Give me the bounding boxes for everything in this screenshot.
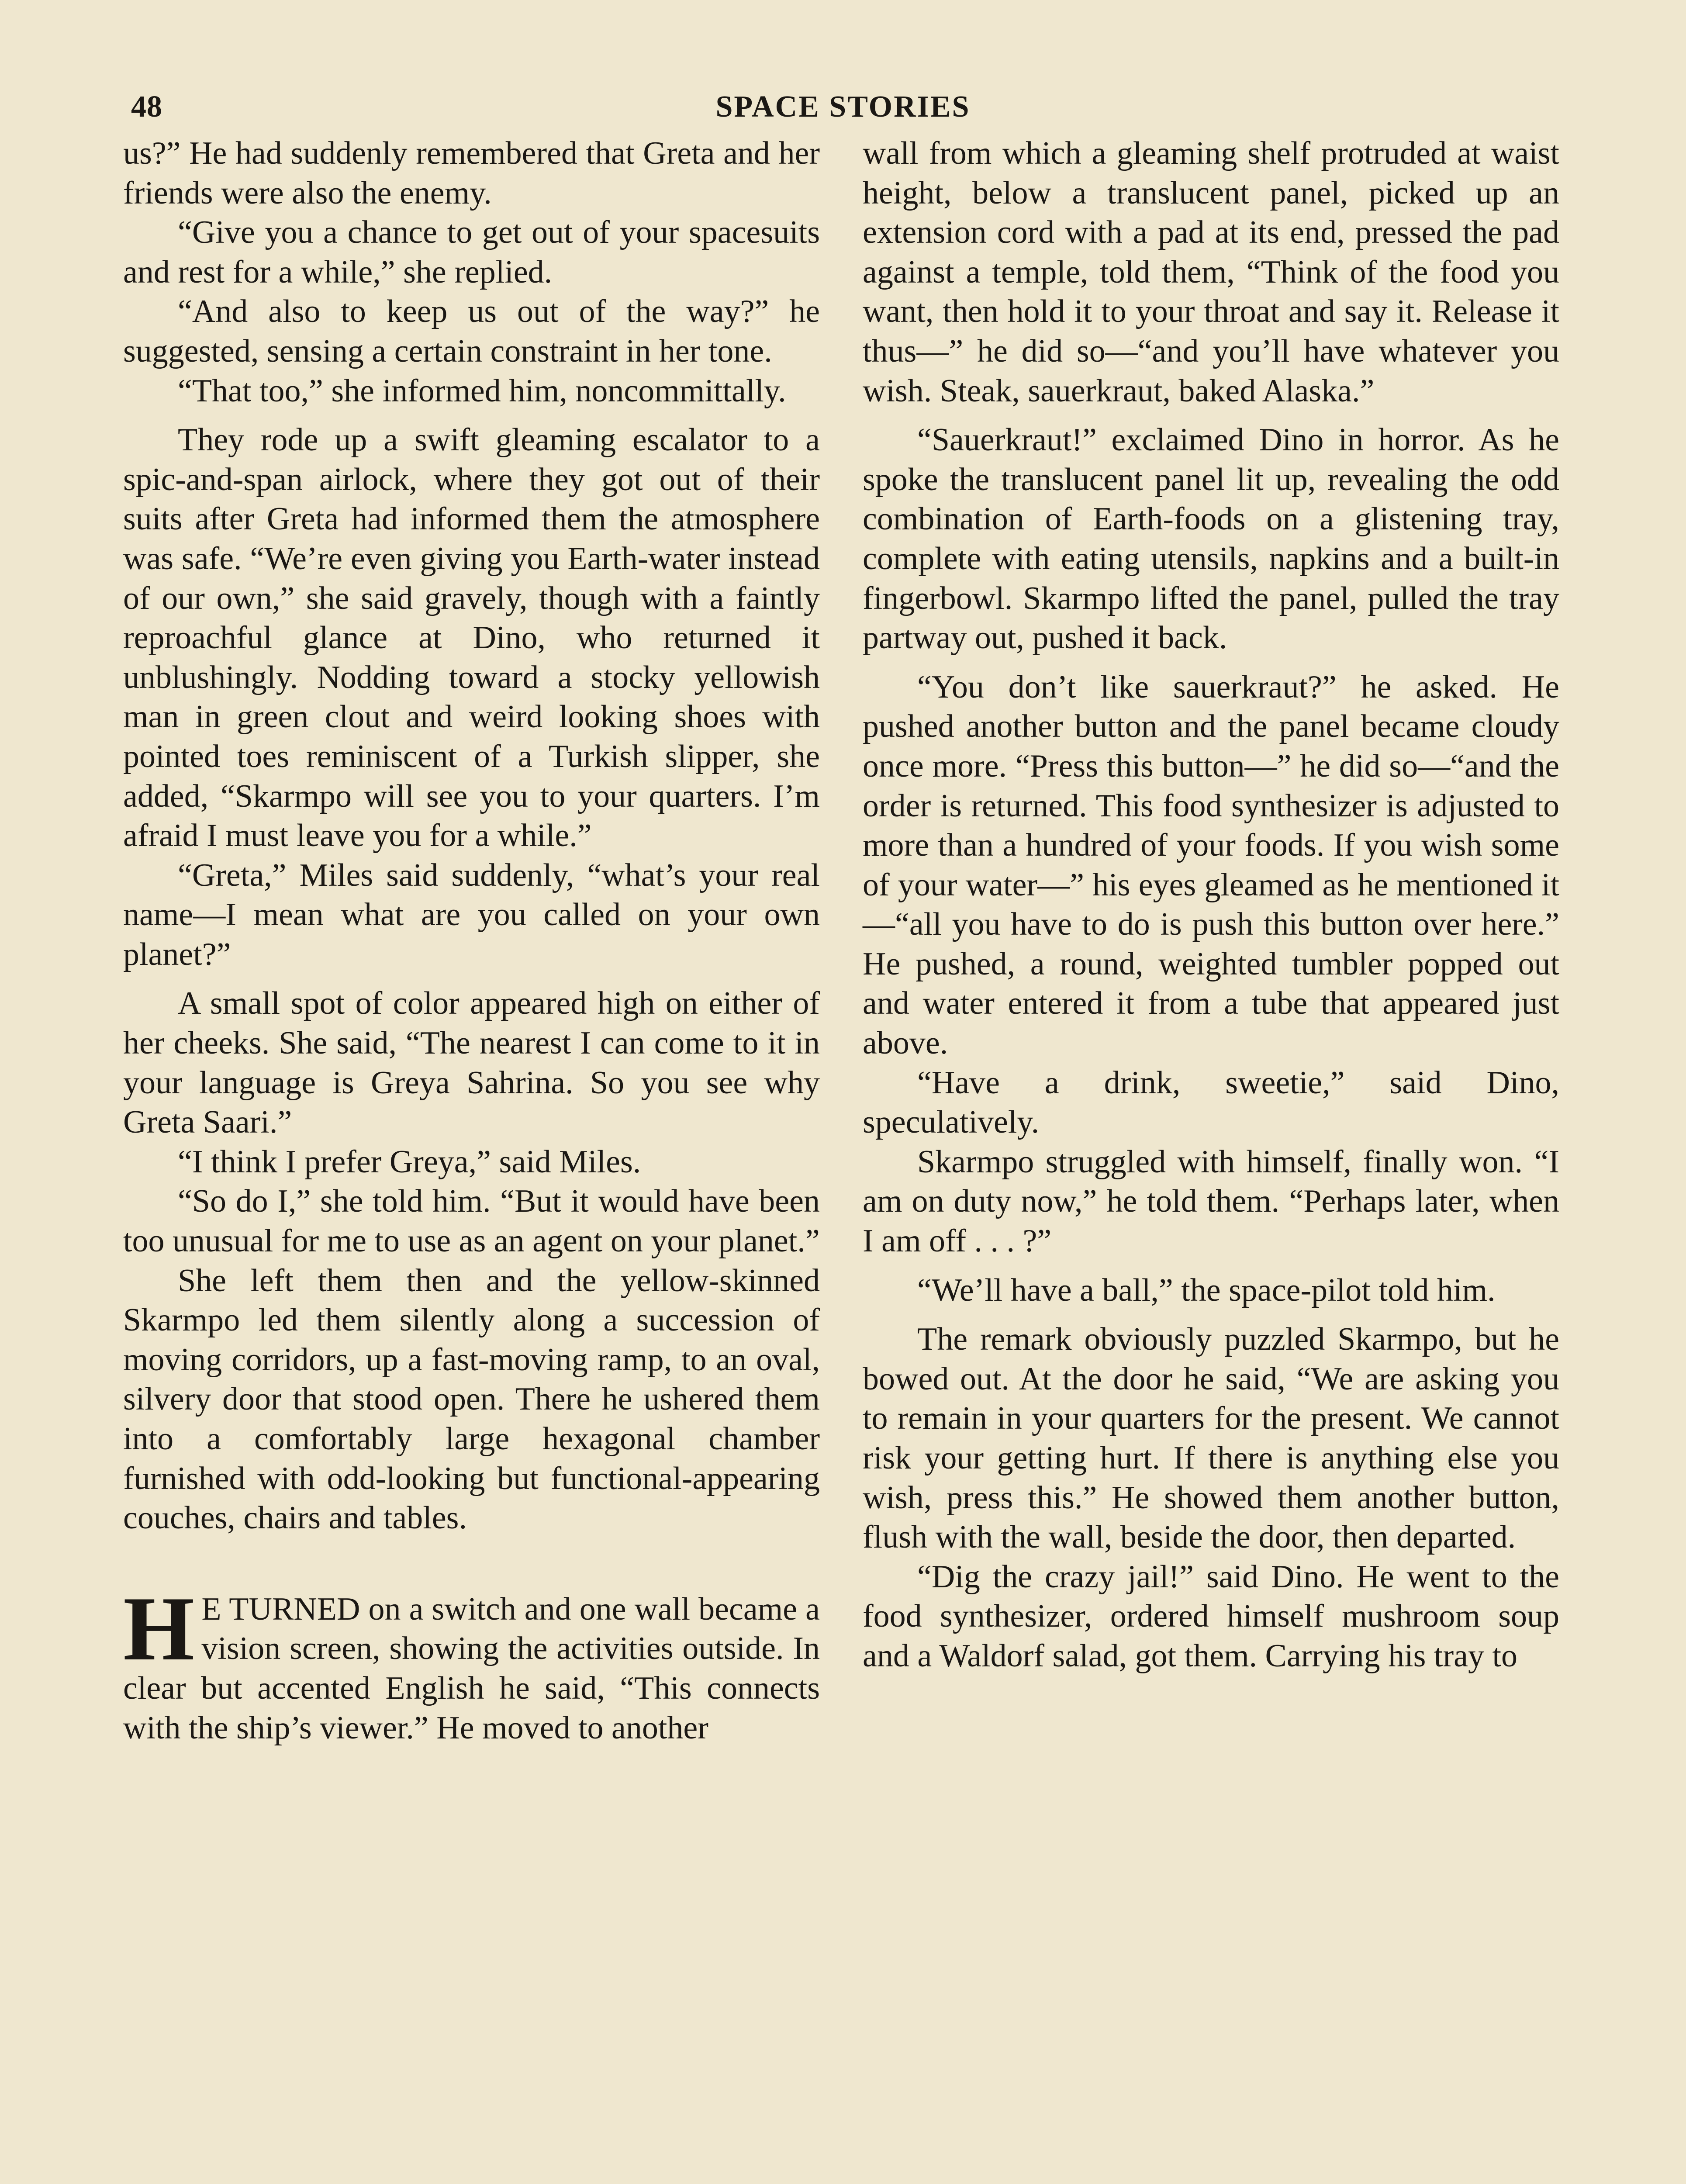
paragraph: “You don’t like sauerkraut?” he asked. He pushed another button and the panel became cloudy once more. “Press this button—” he did so—“and the order is returned. This food synthesizer is adjusted to more than a hundred of your foods. If you wish some of your water—” his eyes gleamed as he mentioned it—“all you have to do is push this button over here.” He pushed, a round, weighted tumbler popped out and water entered it from a tube that appeared just above.: [863, 669, 1559, 1061]
paragraph: “So do I,” she told him. “But it would have been too unusual for me to use as an agent on your planet.”: [123, 1183, 820, 1259]
section-opening-text: E TURNED on a switch and one wall became a vision screen, showing the activities outside. In clear but accented English he said, “This connects with the ship’s viewer.” He moved to another: [123, 1591, 820, 1746]
paragraph: “I think I prefer Greya,” said Miles.: [178, 1144, 641, 1180]
paragraph: “And also to keep us out of the way?” he suggested, sensing a certain constraint in her tone.: [123, 294, 820, 369]
paragraph: “Greta,” Miles said suddenly, “what’s your real name—I mean what are you called on your own planet?”: [123, 857, 820, 972]
paragraph: “Sauerkraut!” exclaimed Dino in horror. As he spoke the translucent panel lit up, revealing the odd combination of Earth-foods on a glistening tray, complete with eating utensils, napkins and a built-in fingerbowl. Skarmpo lifted the panel, pulled the tray partway out, pushed it back.: [863, 422, 1559, 656]
left-column: [123, 134, 820, 1748]
page-number: 48: [131, 90, 162, 124]
paragraph: “We’ll have a ball,” the space-pilot told him.: [917, 1272, 1496, 1308]
paragraph: “Have a drink, sweetie,” said Dino, speculatively.: [863, 1064, 1559, 1140]
paragraph: The remark obviously puzzled Skarmpo, but he bowed out. At the door he said, “We are asking you to remain in your quarters for the present. We cannot risk your getting hurt. If there is anything else you wish, press this.” He showed them another button, flush with the wall, beside the door, then departed.: [863, 1321, 1559, 1555]
paragraph: A small spot of color appeared high on either of her cheeks. She said, “The nearest I can come to it in your language is Greya Sahrina. So you see why Greta Saari.”: [123, 985, 820, 1140]
paragraph: “Dig the crazy jail!” said Dino. He went to the food synthesizer, ordered himself mushroom soup and a Waldorf salad, got them. Carrying his tray to: [863, 1559, 1559, 1674]
paragraph: She left them then and the yellow-skinned Skarmpo led them silently along a succession of moving corridors, up a fast-moving ramp, to an oval, silvery door that stood open. There he ushered them into a comfortably large hexagonal chamber furnished with odd-looking but functional-appearing couches, chairs and tables.: [123, 1262, 820, 1536]
paragraph: “That too,” she informed him, noncommittally.: [178, 373, 786, 409]
section-opening-paragraph: [123, 1578, 820, 1748]
paragraph: us?” He had suddenly remembered that Greta and her friends were also the enemy.: [123, 135, 820, 211]
paragraph: Skarmpo struggled with himself, finally won. “I am on duty now,” he told them. “Perhaps later, when I am off . . . ?”: [863, 1144, 1559, 1259]
paragraph: wall from which a gleaming shelf protruded at waist height, below a translucent panel, picked up an extension cord with a pad at its end, pressed the pad against a temple, told them, “Think of the food you want, then hold it to your throat and say it. Release it thus—” he did so—“and you’ll have whatever you wish. Steak, sauerkraut, baked Alaska.”: [863, 135, 1559, 409]
running-head: SPACE STORIES: [715, 90, 971, 124]
paragraph: They rode up a swift gleaming escalator to a spic-and-span airlock, where they got out of their suits after Greta had informed them the atmosphere was safe. “We’re even giving you Earth-water instead of our own,” she said gravely, though with a faintly reproachful glance at Dino, who returned it unblushingly. Nodding toward a stocky yellowish man in green clout and weird looking shoes with pointed toes reminiscent of a Turkish slipper, she added, “Skarmpo will see you to your quarters. I’m afraid I must leave you for a while.”: [123, 422, 820, 854]
right-column: [863, 134, 1559, 1676]
drop-cap: H: [123, 1578, 195, 1679]
paragraph: “Give you a chance to get out of your spacesuits and rest for a while,” she replied.: [123, 214, 820, 290]
